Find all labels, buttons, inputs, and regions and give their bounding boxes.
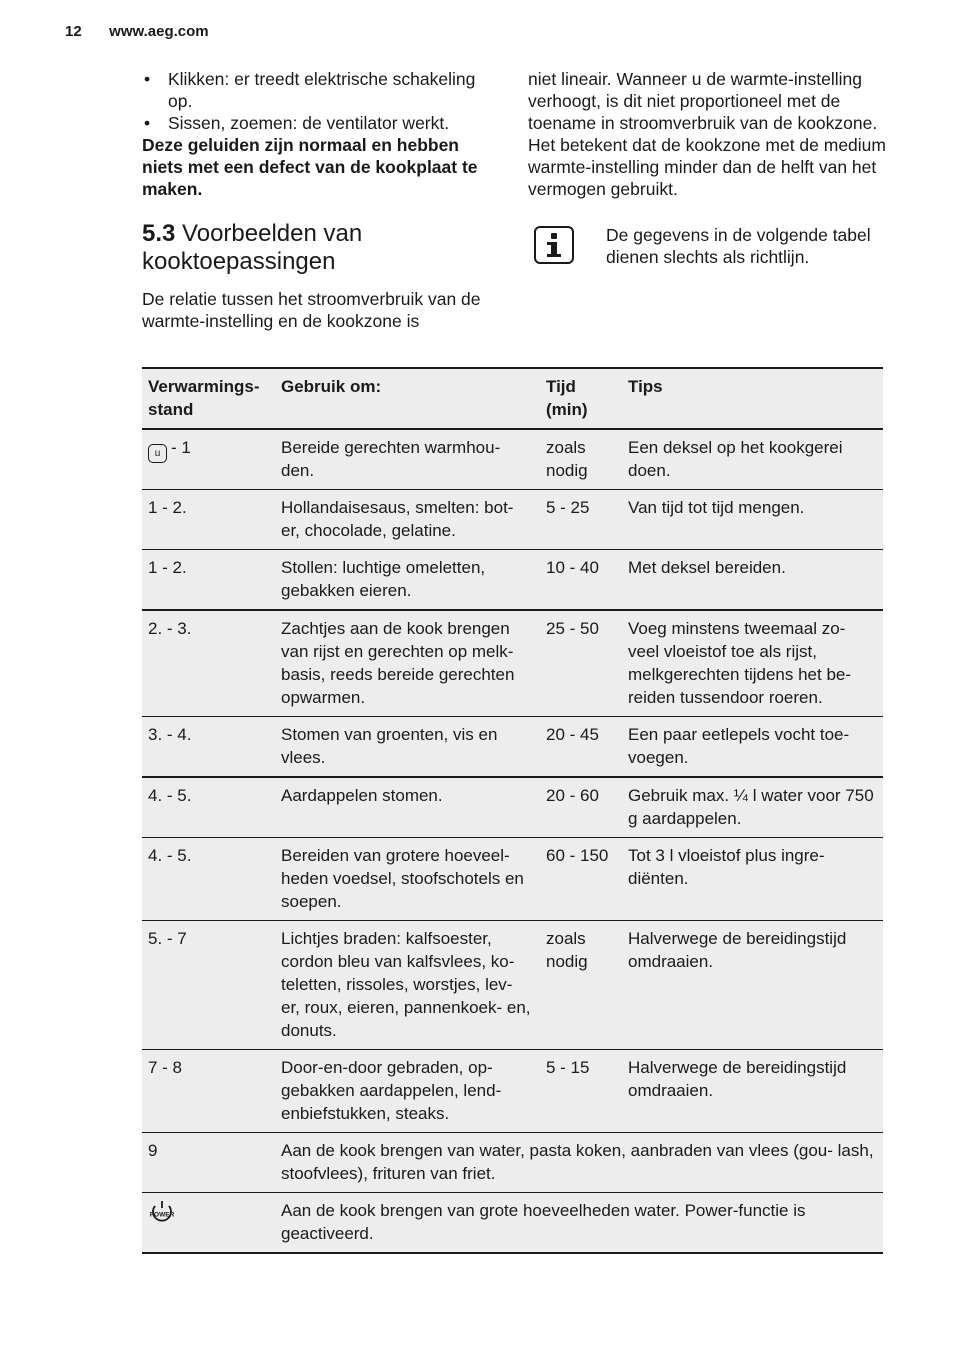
- cell-tips: Halverwege de bereidingstijd omdraaien.: [628, 929, 847, 971]
- header-tips: Tips: [628, 377, 663, 396]
- cell-time: 60 - 150: [546, 846, 609, 865]
- section-heading: [142, 220, 492, 276]
- table-row: [142, 921, 883, 1050]
- cell-time: zoals nodig: [546, 929, 588, 971]
- cell-setting: 7 - 8: [148, 1058, 183, 1077]
- cell-use: Hollandaisesaus, smelten: bot- er, chocolade, gelatine.: [281, 498, 514, 540]
- intro-paragraph: De relatie tussen het stroomverbruik van de warmte-instelling en de kookzone is: [142, 289, 481, 331]
- table-row: [142, 429, 883, 490]
- info-note: [528, 224, 888, 268]
- cell-setting: 1 - 2.: [148, 558, 187, 577]
- svg-text:POWER: POWER: [149, 1211, 175, 1219]
- header-time: Tijd (min): [546, 377, 588, 419]
- info-note-text: De gegevens in de volgende tabel dienen slechts als richtlijn.: [606, 225, 871, 267]
- cell-tips: Tot 3 l vloeistof plus ingre- diënten.: [628, 846, 825, 888]
- cell-time: 5 - 15: [546, 1058, 590, 1077]
- cell-time: 20 - 60: [546, 786, 599, 805]
- cell-use: Bereide gerechten warmhou- den.: [281, 438, 501, 480]
- cell-tips: Een deksel op het kookgerei doen.: [628, 438, 843, 480]
- keep-warm-icon: u: [148, 444, 167, 463]
- continuation-paragraph: niet lineair. Wanneer u de warmte-instelling verhoogt, is dit niet proportioneel met de toename in stroomverbruik van de kookzone. Het betekent dat de kookzone met de medium warmte-instelling minder dan de helft van het vermogen gebruikt.: [528, 69, 886, 199]
- table-row: [142, 1193, 883, 1254]
- cell-time: 5 - 25: [546, 498, 590, 517]
- table-row: [142, 777, 883, 838]
- cell-use: Bereiden van grotere hoeveel- heden voedsel, stoofschotels en soepen.: [281, 846, 524, 911]
- cell-time: zoals nodig: [546, 438, 588, 480]
- cell-setting: 9: [148, 1141, 158, 1160]
- cell-tips: Halverwege de bereidingstijd omdraaien.: [628, 1058, 847, 1100]
- info-icon: [534, 226, 574, 264]
- cell-time: 25 - 50: [546, 619, 599, 638]
- list-item: • Klikken: er treedt elektrische schakeling op.: [144, 69, 476, 111]
- cell-time: 10 - 40: [546, 558, 599, 577]
- table-row: [142, 1133, 883, 1193]
- website-url: www.aeg.com: [109, 23, 209, 40]
- cell-use: Zachtjes aan de kook brengen van rijst en gerechten op melk- basis, reeds bereide gerechten opwarmen.: [281, 619, 515, 707]
- cell-tips: Gebruik max. ¼ l water voor 750 g aardappelen.: [628, 786, 874, 828]
- header-setting: Verwarmings- stand: [148, 377, 260, 419]
- right-column: [528, 68, 888, 268]
- page-header: [65, 23, 209, 40]
- sound-list: [142, 68, 492, 134]
- page-number: 12: [65, 23, 82, 40]
- cell-use-span: Aan de kook brengen van grote hoeveelheden water. Power-functie is geactiveerd.: [281, 1201, 806, 1243]
- cell-use-span: Aan de kook brengen van water, pasta koken, aanbraden van vlees (gou- lash, stoofvlees), frituren van friet.: [281, 1141, 874, 1183]
- cell-setting: u - 1: [142, 429, 275, 490]
- cell-tips: Met deksel bereiden.: [628, 558, 786, 577]
- list-item: • Sissen, zoemen: de ventilator werkt.: [144, 113, 450, 133]
- cell-setting: 4. - 5.: [148, 786, 192, 805]
- table-row: [142, 1050, 883, 1133]
- cell-setting: 1 - 2.: [148, 498, 187, 517]
- cell-setting: 4. - 5.: [148, 846, 192, 865]
- power-icon: [148, 1199, 176, 1225]
- cell-time: 20 - 45: [546, 725, 599, 744]
- bullet-icon: •: [144, 69, 151, 89]
- table-row: [142, 610, 883, 717]
- table-header-row: [142, 368, 883, 429]
- cell-setting: [142, 1193, 275, 1254]
- table-row: [142, 717, 883, 778]
- cell-use: Door-en-door gebraden, op- gebakken aardappelen, lend- enbiefstukken, steaks.: [281, 1058, 502, 1123]
- bold-note: Deze geluiden zijn normaal en hebben niets met een defect van de kookplaat te maken.: [142, 135, 478, 199]
- cell-use: Stomen van groenten, vis en vlees.: [281, 725, 498, 767]
- table-row: [142, 490, 883, 550]
- cell-setting: 5. - 7: [148, 929, 187, 948]
- table-row: [142, 550, 883, 611]
- section-title: Voorbeelden van kooktoepassingen: [142, 220, 363, 275]
- table-row: [142, 838, 883, 921]
- cooking-table: [142, 367, 883, 1254]
- bullet-icon: •: [144, 113, 151, 133]
- cell-use: Stollen: luchtige omeletten, gebakken eieren.: [281, 558, 486, 600]
- cell-tips: Voeg minstens tweemaal zo- veel vloeistof toe als rijst, melkgerechten tijdens het be- reiden tussendoor roeren.: [628, 619, 852, 707]
- cell-setting: 3. - 4.: [148, 725, 192, 744]
- cell-tips: Van tijd tot tijd mengen.: [628, 498, 805, 517]
- section-number: 5.3: [142, 220, 176, 247]
- cell-setting: 2. - 3.: [148, 619, 192, 638]
- cell-tips: Een paar eetlepels vocht toe- voegen.: [628, 725, 850, 767]
- cell-use: Lichtjes braden: kalfsoester, cordon bleu van kalfsvlees, ko- teletten, rissoles, worstjes, lev- er, roux, eieren, pannenkoek- en, donuts.: [281, 929, 531, 1040]
- cell-use: Aardappelen stomen.: [281, 786, 443, 805]
- header-use: Gebruik om:: [281, 377, 382, 396]
- left-column: [142, 68, 492, 332]
